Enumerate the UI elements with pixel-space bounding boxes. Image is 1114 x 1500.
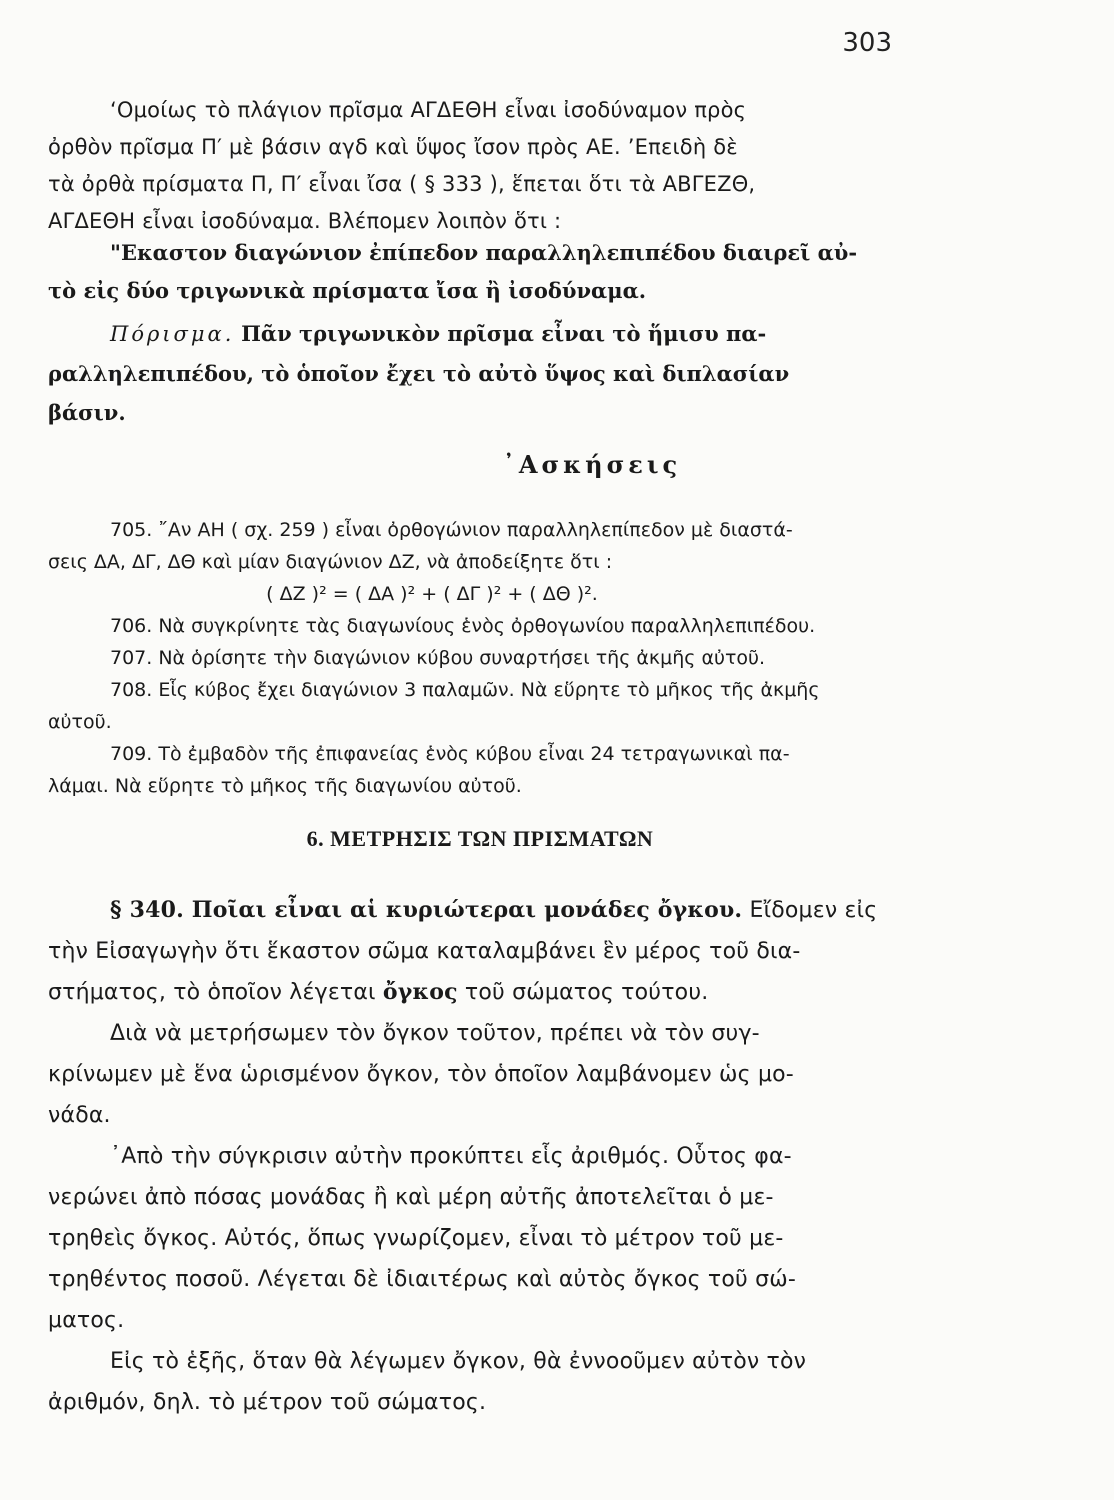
text-line: τὸ εἰς δύο τριγωνικὰ πρίσματα ἴσα ἢ ἰσοδύναμα. xyxy=(48,278,647,303)
text-line: τρηθέντος ποσοῦ. Λέγεται δὲ ἰδιαιτέρως καὶ αὐτὸς ὄγκος τοῦ σώ- xyxy=(48,1267,797,1292)
text-fragment: στήματος, τὸ ὁποῖον λέγεται xyxy=(48,980,376,1005)
exercise-line: σεις ΔΑ, ΔΓ, ΔΘ καὶ μίαν διαγώνιον ΔΖ, νὰ ἀποδείξητε ὅτι : xyxy=(48,551,613,573)
term-volume: ὄγκος xyxy=(382,979,458,1005)
paragraph-340 xyxy=(48,890,896,1423)
theorem-statement xyxy=(48,234,896,310)
exercise-line: 707. Νὰ ὁρίσητε τὴν διαγώνιον κύβου συναρτήσει τῆς ἀκμῆς αὐτοῦ. xyxy=(110,647,766,669)
text-line: τὰ ὀρθὰ πρίσματα Π, Π′ εἶναι ἴσα ( § 333 ), ἕπεται ὅτι τὰ ΑΒΓΕΖΘ, xyxy=(48,172,756,196)
corollary-line: βάσιν. xyxy=(48,400,126,425)
exercise-line: αὐτοῦ. xyxy=(48,711,112,733)
text-fragment: τοῦ σώματος τούτου. xyxy=(464,980,709,1005)
text-line: "Εκαστον διαγώνιον ἐπίπεδον παραλληλεπιπέδου διαιρεῖ αὐ- xyxy=(110,240,858,265)
text-line: νερώνει ἀπὸ πόσας μονάδας ἢ καὶ μέρη αὐτῆς ἀποτελεῖται ὁ με- xyxy=(48,1185,774,1210)
section-title: § 340. Ποῖαι εἶναι αἱ κυριώτεραι μονάδες ὄγκου. xyxy=(110,897,743,923)
text-line: ΑΓΔΕΘΗ εἶναι ἰσοδύναμα. Βλέπομεν λοιπὸν ὅτι : xyxy=(48,209,562,233)
exercise-formula: ( ΔΖ )² = ( ΔΑ )² + ( ΔΓ )² + ( ΔΘ )². xyxy=(266,583,598,605)
text-line: Εἰς τὸ ἑξῆς, ὅταν θὰ λέγωμεν ὄγκον, θὰ ἐννοοῦμεν αὐτὸν τὸν xyxy=(110,1349,807,1374)
text-line: τρηθεὶς ὄγκος. Αὐτός, ὅπως γνωρίζομεν, εἶναι τὸ μέτρον τοῦ με- xyxy=(48,1226,784,1251)
text-line: κρίνωμεν μὲ ἕνα ὡρισμένον ὄγκον, τὸν ὁποῖον λαμβάνομεν ὡς μο- xyxy=(48,1062,794,1087)
exercise-line: 705. ῎Αν ΑΗ ( σχ. 259 ) εἶναι ὀρθογώνιον παραλληλεπίπεδον μὲ διαστά- xyxy=(110,519,793,541)
text-line: ματος. xyxy=(48,1308,125,1333)
text-line: ἀριθμόν, δηλ. τὸ μέτρον τοῦ σώματος. xyxy=(48,1390,487,1415)
page-number: 303 xyxy=(842,28,892,58)
text-line: ὀρθὸν πρῖσμα Π′ μὲ βάσιν αγδ καὶ ὕψος ἴσον πρὸς ΑΕ. ’Επειδὴ δὲ xyxy=(48,135,738,159)
exercises-list xyxy=(48,514,896,802)
exercise-line: 706. Νὰ συγκρίνητε τὰς διαγωνίους ἑνὸς ὀρθογωνίου παραλληλεπιπέδου. xyxy=(110,615,816,637)
text-fragment: Εἴδομεν εἰς xyxy=(749,898,878,923)
corollary xyxy=(48,314,896,432)
section-heading: 6. ΜΕΤΡΗΣΙΣ ΤΩΝ ΠΡΙΣΜΑΤΩΝ xyxy=(306,826,654,851)
corollary-line: Πᾶν τριγωνικὸν πρῖσμα εἶναι τὸ ἥμισυ πα- xyxy=(241,321,767,346)
text-line: νάδα. xyxy=(48,1103,111,1128)
text-line: τὴν Εἰσαγωγὴν ὅτι ἕκαστον σῶμα καταλαμβάνει ἓν μέρος τοῦ δια- xyxy=(48,939,801,964)
exercise-line: 709. Τὸ ἐμβαδὸν τῆς ἐπιφανείας ἑνὸς κύβου εἶναι 24 τετραγωνικαὶ πα- xyxy=(110,743,790,765)
corollary-line: ραλληλεπιπέδου, τὸ ὁποῖον ἔχει τὸ αὐτὸ ὕψος καὶ διπλασίαν xyxy=(48,361,790,386)
exercise-line: λάμαι. Νὰ εὕρητε τὸ μῆκος τῆς διαγωνίου αὐτοῦ. xyxy=(48,775,522,797)
exercises-heading: ᾿Ασκήσεις xyxy=(502,450,682,479)
text-line: ‘Ομοίως τὸ πλάγιον πρῖσμα ΑΓΔΕΘΗ εἶναι ἰσοδύναμον πρὸς xyxy=(110,98,747,122)
exercise-line: 708. Εἷς κύβος ἔχει διαγώνιον 3 παλαμῶν. Νὰ εὕρητε τὸ μῆκος τῆς ἀκμῆς xyxy=(110,679,820,701)
text-line: ᾿Απὸ τὴν σύγκρισιν αὐτὴν προκύπτει εἷς ἀριθμός. Οὗτος φα- xyxy=(110,1144,792,1169)
text-line: Διὰ νὰ μετρήσωμεν τὸν ὄγκον τοῦτον, πρέπει νὰ τὸν συγ- xyxy=(110,1021,760,1046)
corollary-label: Πόρισμα. xyxy=(110,322,235,346)
paragraph-intro xyxy=(48,92,896,240)
